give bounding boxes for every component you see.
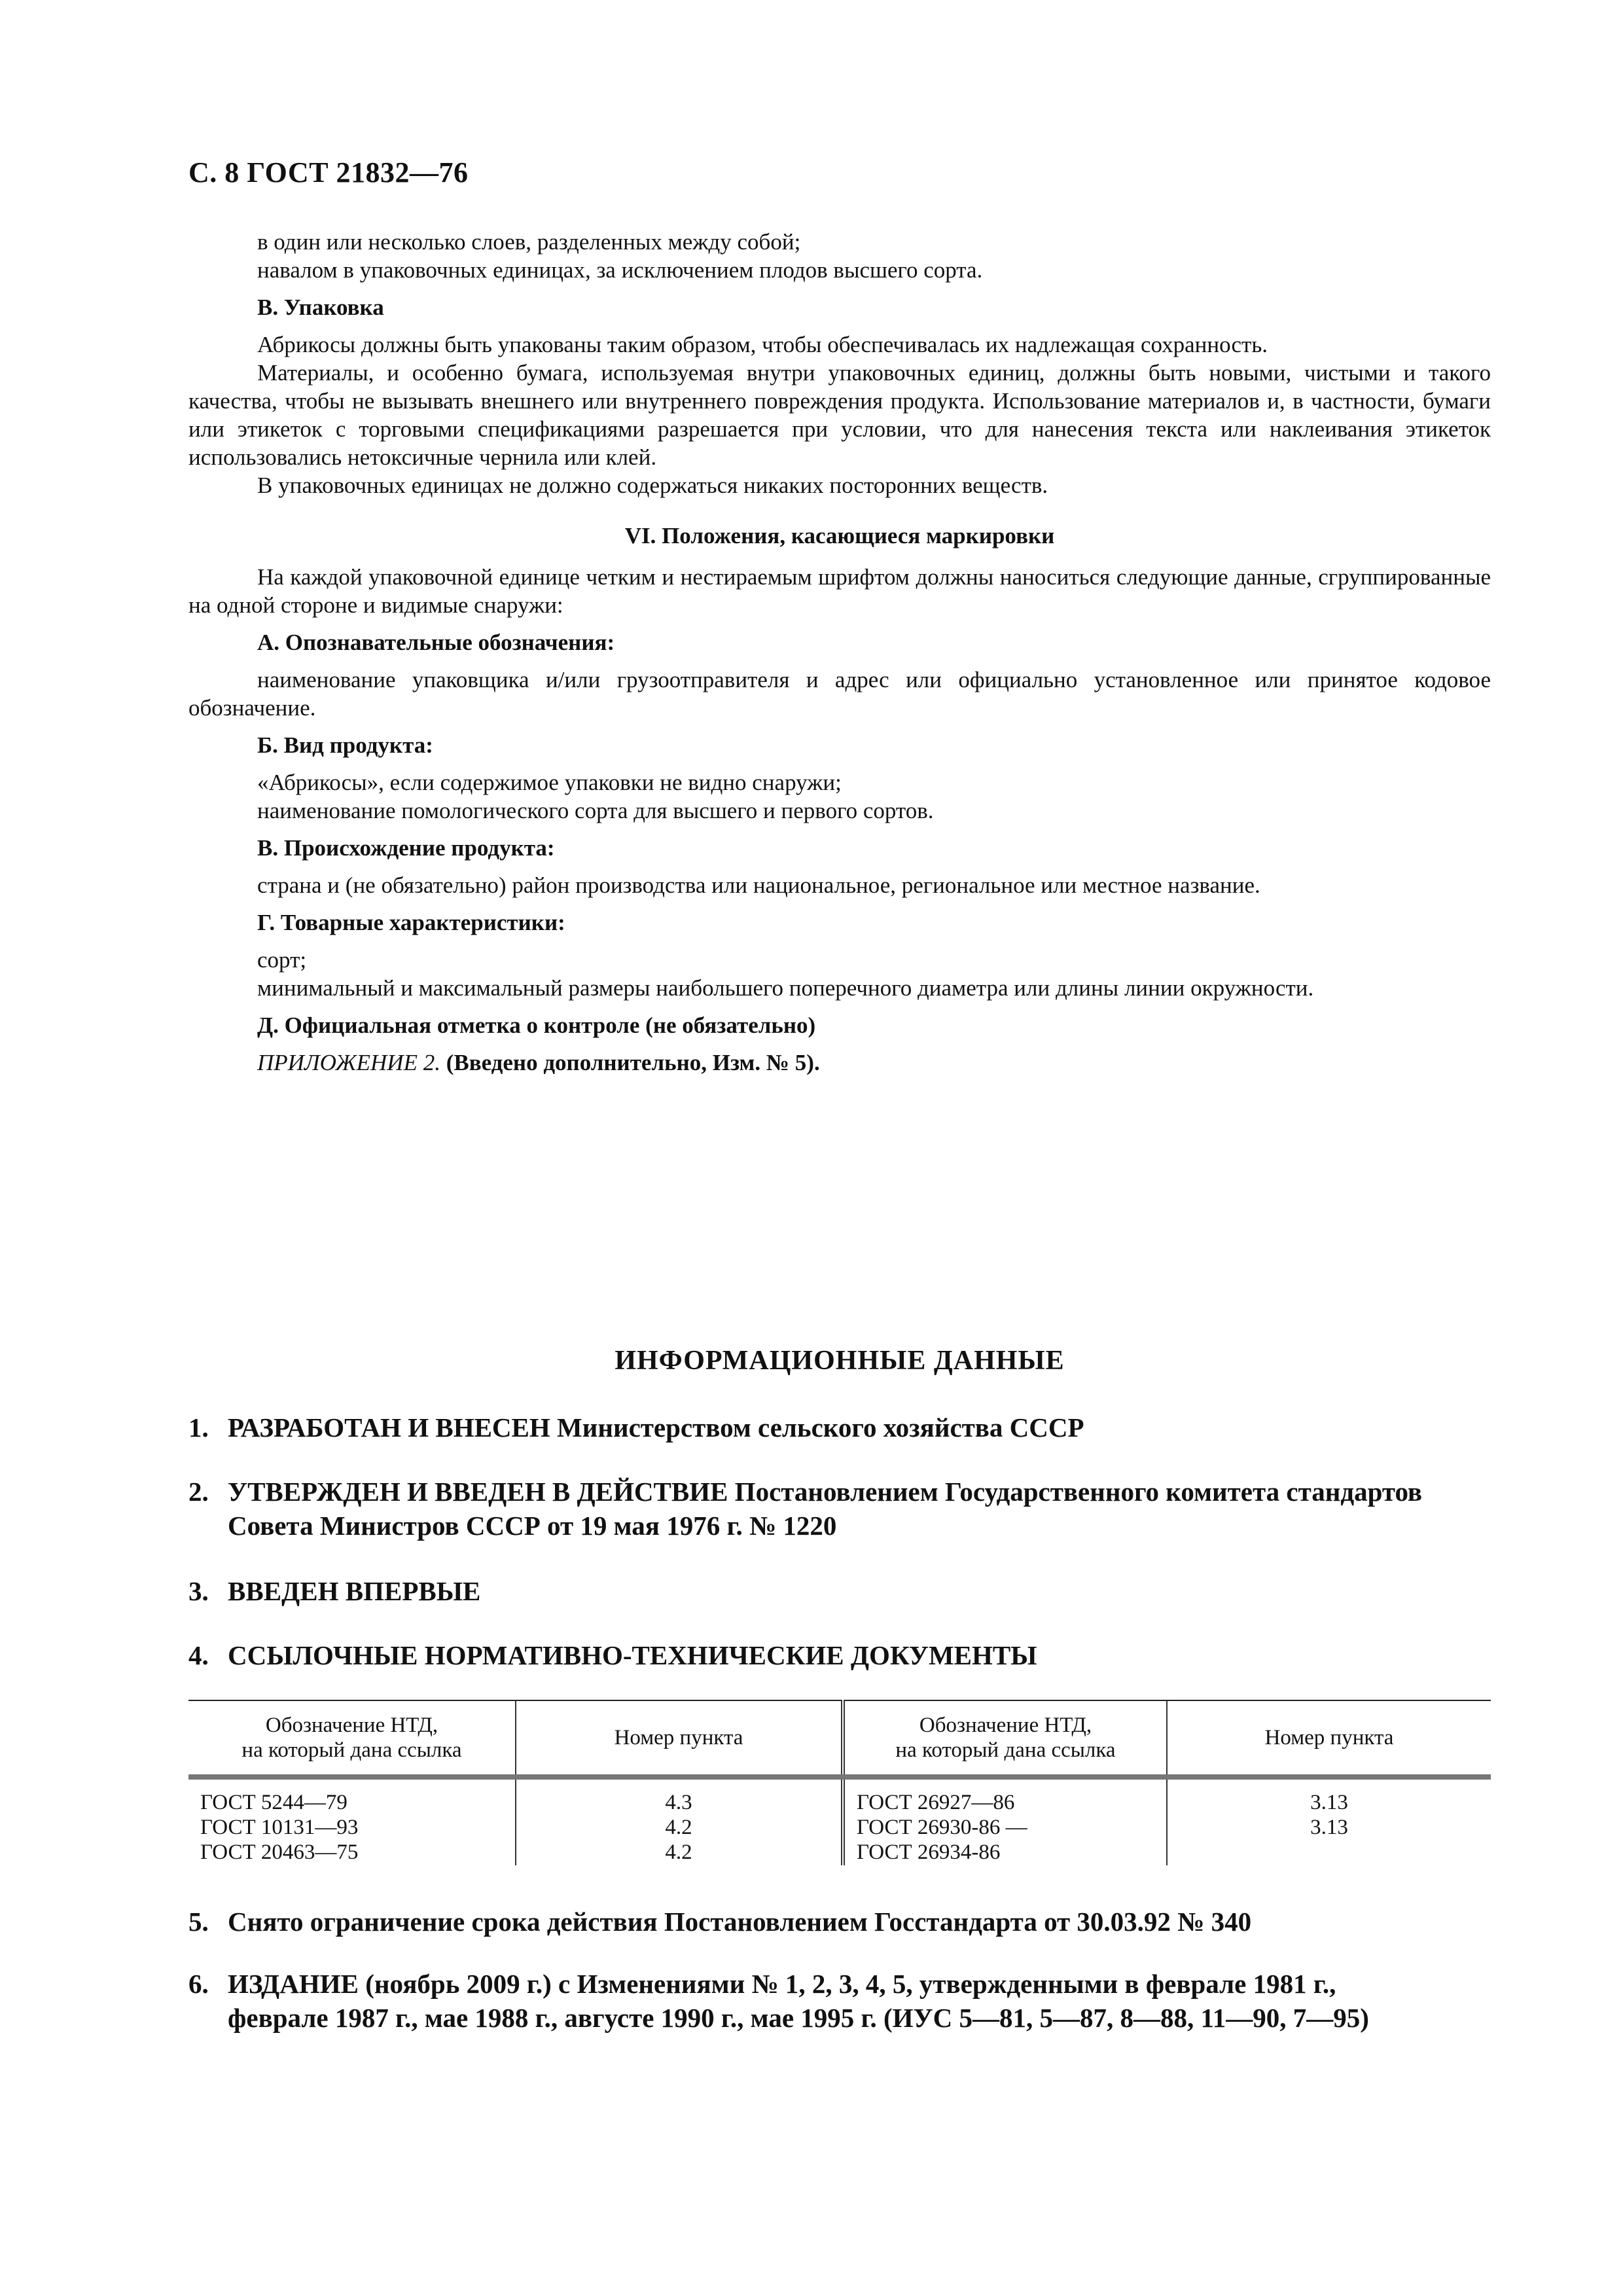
paragraph: В упаковочных единицах не должно содержаться никаких посторонних веществ. — [257, 473, 1048, 498]
subheading: Б. Вид продукта: — [257, 732, 433, 758]
table-row — [188, 1777, 1491, 1865]
subheading: Д. Официальная отметка о контроле (не обязательно) — [257, 1013, 816, 1038]
table-cell: ГОСТ 5244—79 ГОСТ 10131—93 ГОСТ 20463—75 — [200, 1791, 359, 1864]
section-heading: VI. Положения, касающиеся маркировки — [624, 523, 1055, 548]
table-header-cell: Обозначение НТД, на который дана ссылка — [188, 1700, 516, 1777]
text-line: сорт; — [257, 947, 307, 973]
running-head: С. 8 ГОСТ 21832—76 — [188, 156, 469, 188]
info-item-6: 6. ИЗДАНИЕ (ноябрь 2009 г.) с Изменениями № 1, 2, 3, 4, 5, утвержденными в феврале 1981 г., феврале 1987 г., мае 1988 г., августе 1990 г., мае 1995 г. (ИУС 5—81, 5—87, 8—88, 11—90, 7—95) — [188, 1969, 1369, 2033]
paragraph: На каждой упаковочной единице четким и нестираемым шрифтом должны наноситься следующие данные, сгруппированные на одной стороне и видимые снаружи: — [188, 564, 1491, 618]
paragraph: страна и (не обязательно) район производства или национальное, региональное или местное название. — [257, 872, 1260, 898]
appendix-label: ПРИЛОЖЕНИЕ 2. — [257, 1050, 440, 1075]
subheading: А. Опознавательные обозначения: — [257, 630, 615, 655]
paragraph: Абрикосы должны быть упакованы таким образом, чтобы обеспечивалась их надлежащая сохранность. — [257, 332, 1268, 357]
info-item-3: 3. ВВЕДЕН ВПЕРВЫЕ — [188, 1576, 481, 1606]
info-item-2: 2. УТВЕРЖДЕН И ВВЕДЕН В ДЕЙСТВИЕ Постановлением Государственного комитета стандартов Совета Министров СССР от 19 мая 1976 г. № 1220 — [188, 1477, 1423, 1541]
info-item-1: 1. РАЗРАБОТАН И ВНЕСЕН Министерством сельского хозяйства СССР — [188, 1412, 1084, 1443]
table-cell: ГОСТ 26927—86 ГОСТ 26930-86 — ГОСТ 26934-86 — [843, 1777, 1167, 1865]
paragraph: минимальный и максимальный размеры наибольшего поперечного диаметра или длины линии окружности. — [257, 975, 1314, 1001]
paragraph: Материалы, и особенно бумага, используемая внутри упаковочных единиц, должны быть новыми, чистыми и такого качества, чтобы не вызывать внешнего или внутреннего повреждения продукта. Использование материалов и, в частности, бумаги или этикеток с торговыми спецификациями разрешается при условии, что для нанесения текста или наклеивания этикеток использовались нетоксичные чернила или клей. — [188, 360, 1491, 470]
table-header-cell: Обозначение НТД, на который дана ссылка — [843, 1700, 1167, 1777]
info-item-4: 4. ССЫЛОЧНЫЕ НОРМАТИВНО-ТЕХНИЧЕСКИЕ ДОКУМЕНТЫ — [188, 1640, 1037, 1670]
table-header-cell: Номер пункта — [516, 1700, 843, 1777]
info-item-5: 5. Снято ограничение срока действия Постановлением Госстандарта от 30.03.92 № 340 — [188, 1907, 1252, 1937]
references-table — [188, 1700, 1491, 1865]
appendix-note — [188, 1049, 1491, 1077]
table-header-row — [188, 1700, 1491, 1777]
text-line: навалом в упаковочных единицах, за исключением плодов высшего сорта. — [257, 257, 983, 283]
table-header-cell: Номер пункта — [1167, 1700, 1491, 1777]
text-line: «Абрикосы», если содержимое упаковки не видно снаружи; — [257, 770, 842, 795]
table-cell: 4.3 4.2 4.2 — [516, 1777, 843, 1865]
paragraph: наименование упаковщика и/или грузоотправителя и адрес или официально установленное или принятое кодовое обозначение. — [188, 667, 1491, 721]
appendix-amendment: (Введено дополнительно, Изм. № 5). — [446, 1050, 820, 1075]
text-line: наименование помологического сорта для высшего и первого сортов. — [257, 798, 934, 823]
text-line: в один или несколько слоев, разделенных между собой; — [257, 229, 801, 255]
table-cell: 3.13 3.13 — [1167, 1777, 1491, 1865]
packing-heading: В. Упаковка — [257, 295, 384, 320]
subheading: В. Происхождение продукта: — [257, 835, 555, 861]
subheading: Г. Товарные характеристики: — [257, 910, 565, 935]
info-title: ИНФОРМАЦИОННЫЕ ДАННЫЕ — [615, 1346, 1065, 1376]
main-text — [188, 228, 1491, 1077]
